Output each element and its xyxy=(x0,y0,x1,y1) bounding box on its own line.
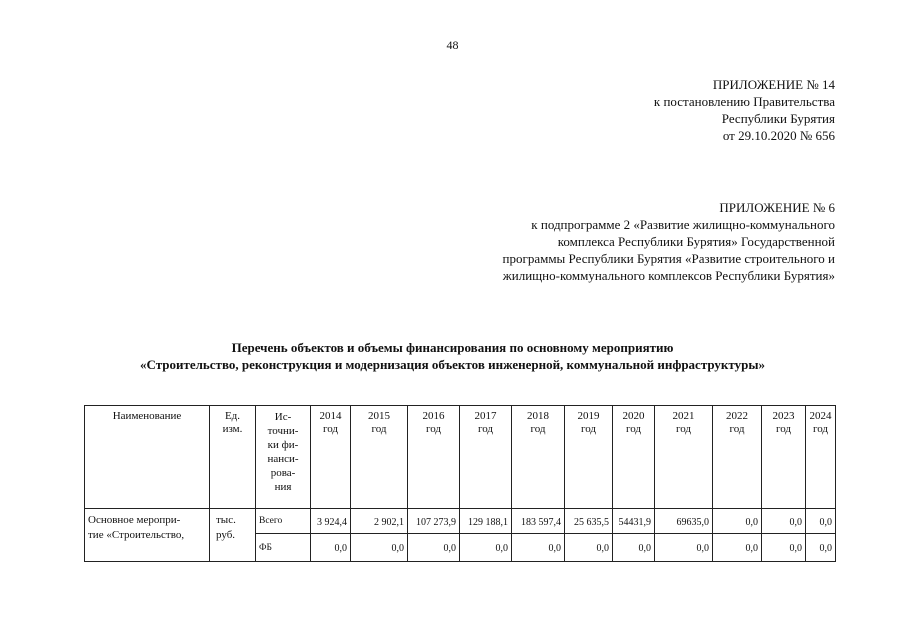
header-year xyxy=(311,406,351,509)
value-cell: 0,0 xyxy=(351,534,408,562)
page-number: 48 xyxy=(446,38,459,52)
value-cell: 69635,0 xyxy=(655,509,713,534)
annex-6-header xyxy=(503,199,835,284)
header-year xyxy=(408,406,460,509)
header-name xyxy=(85,406,210,509)
annex-14-line: от 29.10.2020 № 656 xyxy=(722,128,835,143)
year-suffix: год xyxy=(812,423,829,435)
year-suffix: год xyxy=(425,423,442,435)
value-cell: 25 635,5 xyxy=(565,509,613,534)
value-cell: 0,0 xyxy=(762,509,806,534)
value-cell: 0,0 xyxy=(565,534,613,562)
value-cell: 2 902,1 xyxy=(351,509,408,534)
year-label: 2014 xyxy=(319,410,342,422)
value-cell: 183 597,4 xyxy=(512,509,565,534)
annex-6-line: ПРИЛОЖЕНИЕ № 6 xyxy=(719,200,835,215)
year-suffix: год xyxy=(775,423,792,435)
value-cell: 0,0 xyxy=(713,509,762,534)
header-source-line: ки фи- xyxy=(267,439,299,451)
year-label: 2022 xyxy=(726,410,748,422)
header-name-text: Наименование xyxy=(112,410,182,422)
value-cell: 0,0 xyxy=(806,509,836,534)
header-source-line: рова- xyxy=(270,467,296,479)
document-title xyxy=(0,339,905,373)
header-source xyxy=(256,406,311,509)
document-title-line: «Строительство, реконструкция и модернизация объектов инженерной, коммунальной инфраструктуры» xyxy=(139,357,766,372)
year-suffix: год xyxy=(625,423,642,435)
year-label: 2021 xyxy=(672,410,695,422)
row-unit-line: руб. xyxy=(216,529,236,541)
year-suffix: год xyxy=(530,423,546,435)
header-year xyxy=(512,406,565,509)
value-cell: 107 273,9 xyxy=(408,509,460,534)
year-label: 2020 xyxy=(622,410,645,422)
header-year xyxy=(565,406,613,509)
value-cell: 0,0 xyxy=(762,534,806,562)
year-label: 2018 xyxy=(527,410,549,422)
year-label: 2016 xyxy=(422,410,445,422)
value-cell: 0,0 xyxy=(613,534,655,562)
header-year xyxy=(762,406,806,509)
header-year xyxy=(806,406,836,509)
row-name-cell xyxy=(85,509,210,562)
value-cell: 0,0 xyxy=(408,534,460,562)
value-cell: 0,0 xyxy=(512,534,565,562)
value-cell: 129 188,1 xyxy=(460,509,512,534)
value-cell: 0,0 xyxy=(655,534,713,562)
header-source-line: точни- xyxy=(267,425,299,437)
year-suffix: год xyxy=(729,423,745,435)
year-suffix: год xyxy=(371,423,387,435)
value-cell: 0,0 xyxy=(460,534,512,562)
annex-14-line: Республики Бурятия xyxy=(721,111,835,126)
source-cell: ФБ xyxy=(256,534,311,562)
row-unit-cell xyxy=(210,509,256,562)
year-suffix: год xyxy=(477,423,494,435)
row-unit-line: тыс. xyxy=(216,514,236,526)
header-unit-line: изм. xyxy=(222,423,243,435)
table-header-row xyxy=(85,406,836,509)
header-year xyxy=(613,406,655,509)
value-cell: 0,0 xyxy=(806,534,836,562)
header-source-line: Ис- xyxy=(274,411,292,423)
row-name-line: тие «Строительство, xyxy=(88,529,185,541)
year-label: 2015 xyxy=(368,410,390,422)
header-year xyxy=(351,406,408,509)
header-source-line: ния xyxy=(274,481,292,493)
header-year xyxy=(713,406,762,509)
header-unit xyxy=(210,406,256,509)
annex-14-line: ПРИЛОЖЕНИЕ № 14 xyxy=(712,77,835,92)
annex-6-line: к подпрограмме 2 «Развитие жилищно-коммунального xyxy=(531,217,835,232)
year-label: 2024 xyxy=(809,410,832,422)
financing-table xyxy=(84,405,836,562)
value-cell: 54431,9 xyxy=(613,509,655,534)
value-cell: 0,0 xyxy=(311,534,351,562)
year-label: 2023 xyxy=(772,410,795,422)
header-unit-line: Ед. xyxy=(224,410,241,422)
value-cell: 3 924,4 xyxy=(311,509,351,534)
annex-6-line: жилищно-коммунального комплексов Республики Бурятия» xyxy=(502,268,835,283)
annex-14-line: к постановлению Правительства xyxy=(653,94,835,109)
header-year xyxy=(655,406,713,509)
row-name-line: Основное меропри- xyxy=(88,514,181,526)
header-source-line: нанси- xyxy=(267,453,299,465)
table-row xyxy=(85,509,836,534)
annex-14-header xyxy=(654,76,835,144)
year-suffix: год xyxy=(580,423,597,435)
source-cell: Всего xyxy=(256,509,311,534)
year-label: 2017 xyxy=(474,410,497,422)
annex-6-line: программы Республики Бурятия «Развитие строительного и xyxy=(502,251,835,266)
header-year xyxy=(460,406,512,509)
annex-6-line: комплекса Республики Бурятия» Государственной xyxy=(557,234,835,249)
year-suffix: год xyxy=(675,423,692,435)
year-suffix: год xyxy=(322,423,339,435)
year-label: 2019 xyxy=(577,410,600,422)
document-title-line: Перечень объектов и объемы финансирования по основному мероприятию xyxy=(231,340,674,355)
value-cell: 0,0 xyxy=(713,534,762,562)
